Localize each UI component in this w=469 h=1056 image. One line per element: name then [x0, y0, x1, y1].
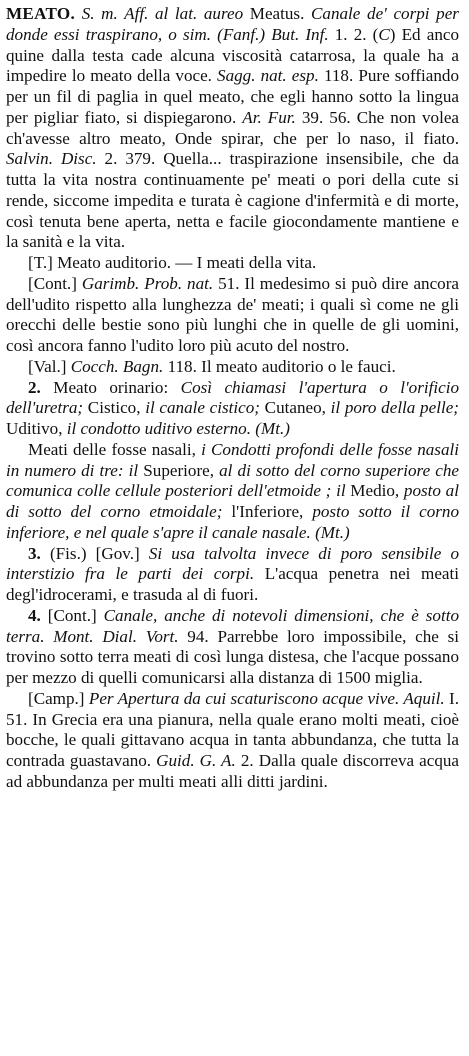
sense-number: 3.: [28, 543, 41, 563]
italic-text: Per Apertura da cui scaturiscono acque vive. Aquil.: [88, 688, 445, 708]
text-segment: Meati delle fosse nasali,: [28, 439, 202, 459]
italic-text: al di sotto del corno superiore che comunica colle cellule posteriori dell'etmoide ; il: [6, 460, 459, 501]
text-segment: [Val.]: [28, 356, 71, 376]
text-segment: ) Ed anco quine dalla testa cade alcuna viscosità catarrosa, la quale ha a impedire lo meato della voce.: [6, 24, 460, 86]
paragraph-garimb: [6, 274, 459, 357]
text-segment: [75, 4, 82, 23]
italic-text: C: [378, 24, 390, 44]
text-segment: I. 51. In Grecia era una pianura, nella quale erano molti meati, cioè bocche, le quali gittavano acqua in tanta abbundanza, che tutta la contrada guastavano.: [6, 688, 459, 770]
paragraph-meati-nasali: [6, 440, 459, 544]
italic-text: Cocch. Bagn.: [70, 356, 164, 376]
text-segment: [Cont.]: [40, 605, 104, 625]
paragraph-definition-3: [6, 544, 459, 606]
text-segment: [T.] Meato auditorio. — I meati della vita.: [28, 253, 317, 272]
text-segment: l'Inferiore,: [222, 502, 313, 521]
text-segment: Meatus.: [243, 4, 311, 23]
text-segment: [Cont.]: [28, 273, 82, 293]
italic-text: il condotto uditivo esterno. (Mt.): [66, 419, 290, 438]
text-segment: Medio,: [345, 481, 404, 501]
italic-text: Garimb. Prob. nat.: [81, 273, 214, 293]
headword: MEATO.: [6, 4, 76, 23]
text-segment: L'acqua penetra nei meati degl'idrocerami, e trasuda al di fuori.: [6, 564, 459, 604]
italic-text: Ar. Fur.: [242, 107, 296, 127]
italic-text: il canale cistico;: [145, 398, 260, 418]
italic-text: S. m. Aff.: [81, 4, 149, 23]
text-segment: Cutaneo,: [259, 398, 331, 418]
text-segment: Meato orinario:: [40, 377, 181, 397]
italic-text: Così chiamasi l'apertura o l'orificio dell'uretra;: [6, 377, 459, 418]
paragraph-cocch: [6, 357, 459, 378]
italic-text: Canale de' corpi per donde essi traspirano, o sim. (Fanf.) But. Inf.: [6, 4, 459, 44]
text-segment: 2. Dalla quale discorreva acqua ad abbundanza per multi meati alli ditti jardini.: [6, 751, 460, 791]
italic-text: posto sotto il corno inferiore, e nel quale s'apre il canale nasale. (Mt.): [6, 502, 460, 542]
italic-text: Si usa talvolta invece di poro sensibile o interstizio fra le parti dei corpi.: [6, 543, 459, 584]
text-segment: Superiore,: [138, 460, 220, 480]
text-segment: 2. 379. Quella... traspirazione insensibile, che da tutta la vita nostra continuamente pe' meati o pori della cute si rende, siccome impedita e turata è cagione d'infermità e di morte, così tenuta bene aperta, netta e facile giocondamente mantiene e la sanità e la vita.: [6, 149, 459, 252]
italic-text: Guid. G. A.: [156, 751, 236, 770]
italic-text: posto al di sotto del corno etmoidale;: [6, 481, 459, 521]
paragraph-camp: [6, 689, 459, 793]
italic-text: i Condotti profondi delle fosse nasali in numero di tre: il: [6, 439, 459, 480]
text-segment: 1. 2. (: [328, 24, 379, 44]
text-segment: 94. Parrebbe loro impossibile, che si trovino sotto terra meati di così lunga distesa, che l'acque possano per mezzo di quelli comunicarsi alla distanza di 1500 miglia.: [6, 626, 459, 687]
text-segment: Cistico,: [83, 398, 146, 418]
paragraph-definition-1: [6, 4, 459, 253]
paragraph-definition-4: [6, 606, 459, 689]
text-segment: (Fis.) [Gov.]: [40, 543, 149, 563]
text-segment: 39. 56. Che non volea ch'avesse altro meato, Onde spirar, che per lo naso, il fiato.: [6, 107, 460, 148]
italic-text: Salvin. Disc.: [6, 149, 97, 169]
italic-text: il poro della pelle;: [330, 398, 459, 418]
paragraph-definition-2: [6, 378, 459, 440]
text-segment: [148, 4, 155, 23]
italic-text: Canale, anche di notevoli dimensioni, che è sotto terra. Mont. Dial. Vort.: [6, 605, 459, 646]
text-segment: [Camp.]: [28, 688, 89, 708]
text-segment: 51. Il medesimo si può dire ancora dell'udito rispetto alla lunghezza de' meati; i quali sì come ne gli orecchi delle bestie sono più lunghi che in quelle de gli uomini, così ancora fanno l'udito loro più acuto del nostro.: [6, 273, 459, 355]
italic-text: Sagg. nat. esp.: [217, 66, 319, 86]
text-segment: Uditivo,: [6, 419, 67, 438]
text-segment: 118. Pure soffiando per un fil di paglia in quel meato, che egli hanno sotto la lingua per pigliar fiato, si dispiegarono.: [6, 66, 459, 127]
sense-number: 2.: [28, 377, 41, 397]
italic-text: al lat. aureo: [154, 4, 244, 23]
paragraph-meato-auditorio: [6, 253, 459, 274]
sense-number: 4.: [28, 605, 41, 625]
text-segment: 118. Il meato auditorio o le fauci.: [163, 356, 396, 376]
